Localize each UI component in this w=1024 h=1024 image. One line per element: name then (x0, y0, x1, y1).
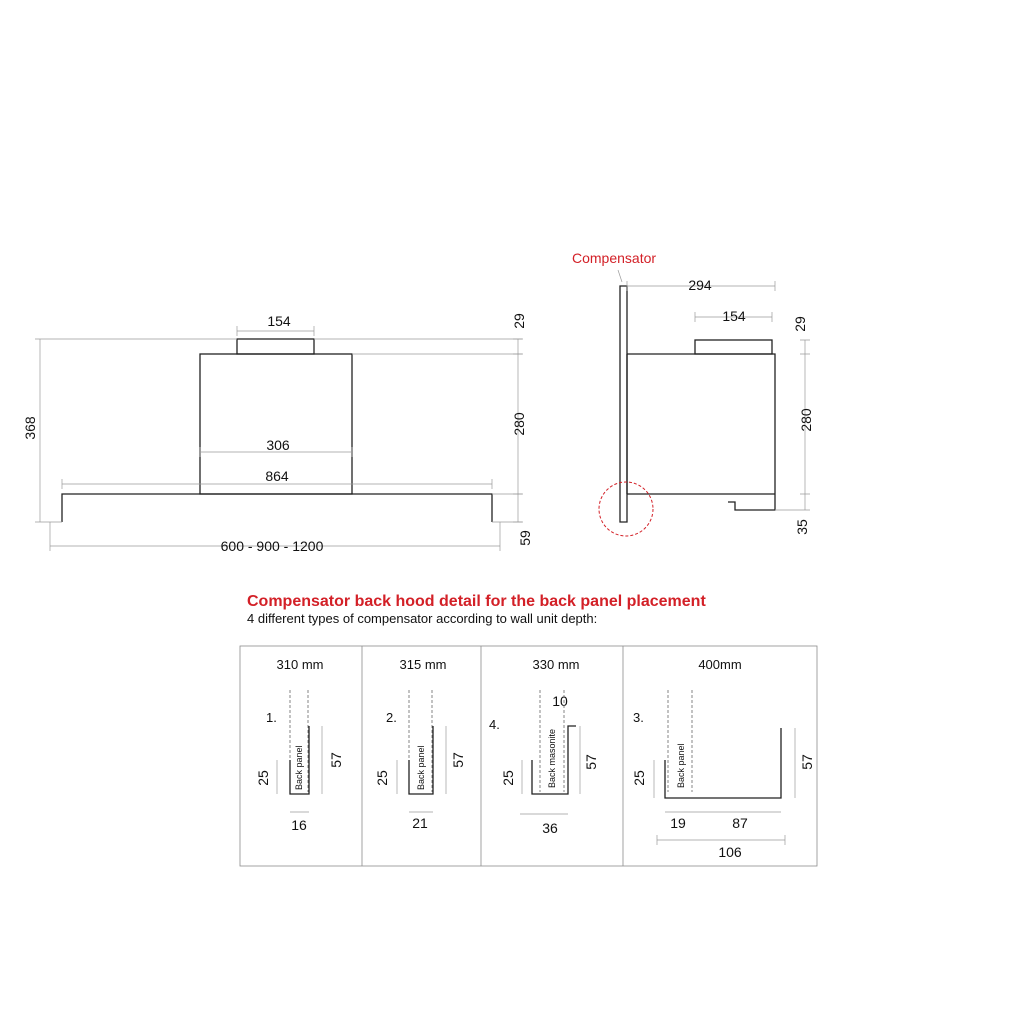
front-dim-280-text: 280 (511, 412, 527, 436)
side-dim-294-text: 294 (688, 277, 712, 293)
front-top-collar (237, 339, 314, 354)
front-dim-154-text: 154 (267, 313, 291, 329)
side-dim-280-text: 280 (798, 408, 814, 432)
side-dim-154-text: 154 (722, 308, 746, 324)
panel-1-depth: 310 mm (276, 657, 324, 672)
side-compensator-label: Compensator (572, 250, 657, 266)
detail-panels (240, 646, 817, 866)
panel-2-number: 2. (386, 710, 397, 725)
detail-subtitle: 4 different types of compensator according to wall unit depth: (247, 611, 598, 626)
panel-3-dim-right-text: 57 (583, 754, 599, 770)
detail-panel-1 (255, 657, 344, 833)
panel-2-dim-right-text: 57 (450, 752, 466, 768)
side-dim-29-text: 29 (792, 316, 808, 332)
panel-4-dim-bottom-a-text: 19 (670, 815, 686, 831)
panel-2-dim-bottom-text: 21 (412, 815, 428, 831)
panel-3-depth: 330 mm (532, 657, 580, 672)
side-compensator-leader (618, 270, 622, 282)
panel-3-dim-bottom-text: 36 (542, 820, 558, 836)
panel-1-dim-bottom-text: 16 (291, 817, 307, 833)
detail-title: Compensator back hood detail for the back panel placement (247, 593, 706, 610)
panel-4-depth: 400mm (698, 657, 742, 672)
side-detail-circle (599, 482, 653, 536)
panel-4-panel-label: Back panel (676, 743, 686, 788)
panel-1-number: 1. (266, 710, 277, 725)
front-dim-368-text: 368 (22, 416, 38, 440)
front-dim-306-text: 306 (266, 437, 290, 453)
front-dim-overall-text: 600 - 900 - 1200 (220, 538, 324, 554)
panel-3-panel-label: Back masonite (547, 728, 557, 788)
side-dim-35-text: 35 (794, 519, 810, 535)
side-top-collar (695, 340, 772, 354)
panel-3-number: 4. (489, 717, 500, 732)
panel-2-panel-label: Back panel (416, 745, 426, 790)
detail-panel-3 (489, 657, 599, 836)
front-base (62, 494, 492, 522)
panel-4-dim-bottom-b-text: 87 (732, 815, 748, 831)
panel-2-dim-left-text: 25 (374, 770, 390, 786)
panel-2-depth: 315 mm (399, 657, 447, 672)
side-compensator-plate (620, 286, 627, 522)
front-dim-864-text: 864 (265, 468, 289, 484)
front-dim-29-text: 29 (511, 313, 527, 329)
detail-panel-4 (631, 657, 815, 860)
panel-1-panel-label: Back panel (294, 745, 304, 790)
panel-4-dim-right-text: 57 (799, 754, 815, 770)
side-view (572, 250, 814, 536)
panel-4-dim-bottom-total-text: 106 (718, 844, 742, 860)
side-body (627, 354, 775, 510)
front-dim-59-text: 59 (517, 530, 533, 546)
panel-1-dim-right-text: 57 (328, 752, 344, 768)
detail-frame (240, 646, 817, 866)
panel-1-dim-left-text: 25 (255, 770, 271, 786)
panel-3-dim-left-text: 25 (500, 770, 516, 786)
panel-4-dim-left-text: 25 (631, 770, 647, 786)
panel-4-number: 3. (633, 710, 644, 725)
detail-panel-2 (374, 657, 466, 831)
front-view (22, 313, 533, 554)
panel-3-dim-top-text: 10 (552, 693, 568, 709)
